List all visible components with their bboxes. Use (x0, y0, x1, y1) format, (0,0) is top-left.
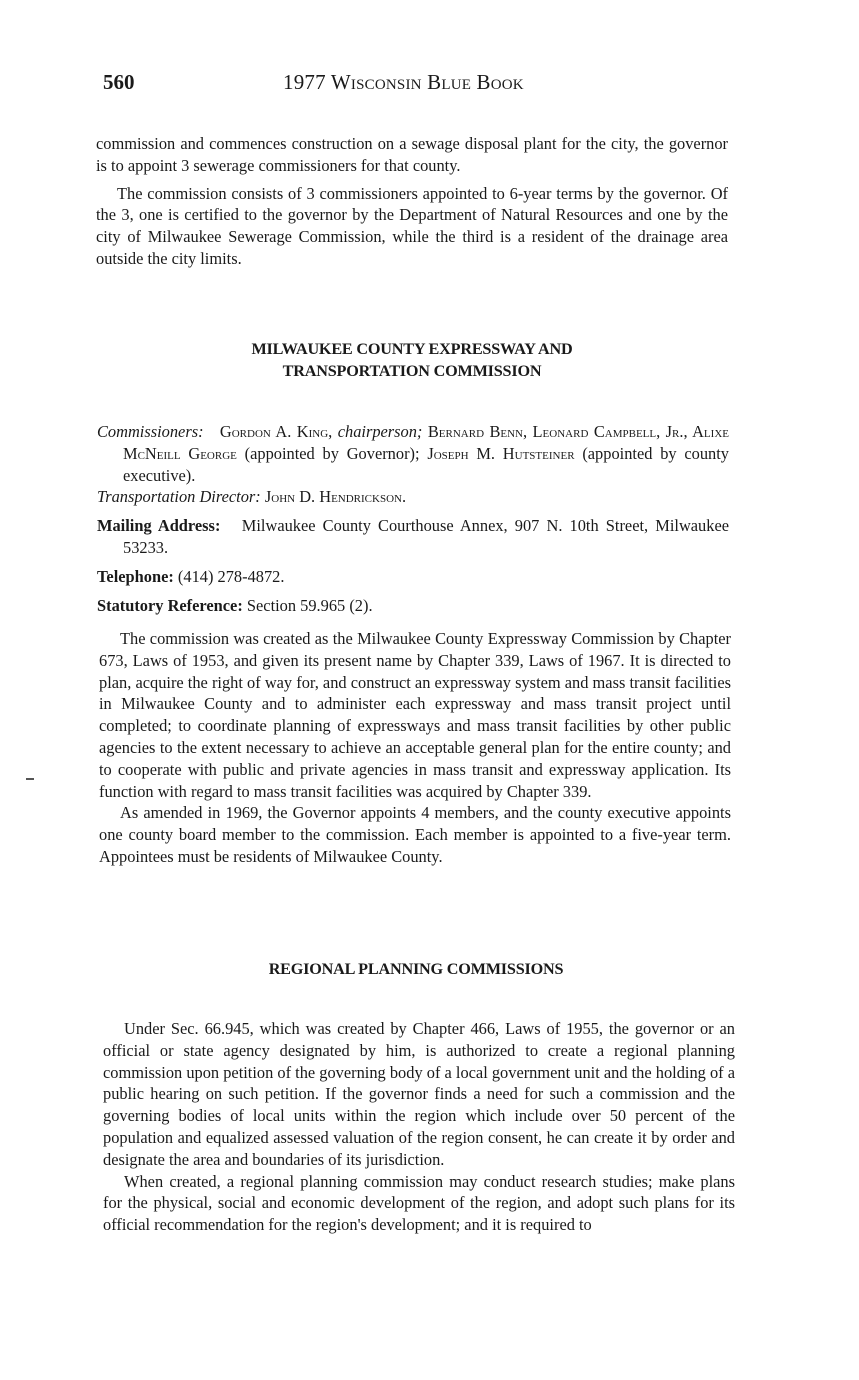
intro-paragraph-2: The commission consists of 3 commissioners appointed to 6-year terms by the governor. Of the 3, one is certified to the governor by the Department of Natural Resources and one by the city of Milwaukee Sewerage Commission, while the third is a resident of the drainage area outside the city limits. (96, 183, 728, 268)
director-label: Transportation Director: (97, 487, 261, 507)
mailing-address-value: Milwaukee County Courthouse Annex, 907 N. 10th Street, Milwaukee 53233. (123, 516, 729, 557)
intro-paragraph-1: commission and commences construction on a sewage disposal plant for the city, the governor is to appoint 3 sewerage commissioners for that county. (96, 134, 728, 175)
regional-paragraph-1: Under Sec. 66.945, which was created by Chapter 466, Laws of 1955, the governor or an official or state agency designated by him, is authorized to create a regional planning commission upon petition of the governing body of a local government unit and the holding of a public hearing on such petition. If the governor finds a need for such a commission and the governing bodies of local units within the region which include over 50 percent of the population and equalized assessed valuation of the region consent, he can create it by order and designate the area and boundaries of its jurisdiction. (103, 1019, 735, 1169)
section-heading-expressway (96, 338, 728, 382)
regional-paragraph-2: When created, a regional planning commission may conduct research studies; make plans for the physical, social and economic development of the region, and adopt such plans for its official recommendation for the region's development; and it is required to (103, 1171, 735, 1235)
commissioners-entry (97, 421, 729, 486)
statutory-reference-entry (97, 595, 729, 617)
running-title: 1977 Wisconsin Blue Book (283, 70, 524, 94)
commissioners-note-governor: (appointed by Governor); (244, 443, 420, 463)
statutory-reference-label: Statutory Reference: (97, 595, 243, 615)
director-name: John D. Hendrickson. (264, 487, 407, 507)
intro-text (96, 133, 728, 270)
commission-info (97, 421, 729, 616)
commissioner-chair-role: chairperson; (337, 422, 423, 441)
expressway-paragraph-2: As amended in 1969, the Governor appoints 4 members, and the county executive appoints one county board member to the commission. Each member is appointed to a five-year term. Appointees must be residents of Milwaukee County. (99, 803, 731, 866)
heading-line-2: TRANSPORTATION COMMISSION (282, 362, 542, 380)
margin-mark (26, 778, 34, 780)
page-number: 560 (103, 70, 135, 94)
section-heading-regional: REGIONAL PLANNING COMMISSIONS (268, 960, 564, 978)
expressway-paragraph-1: The commission was created as the Milwaukee County Expressway Commission by Chapter 673, Laws of 1953, and given its present name by Chapter 339, Laws of 1967. It is directed to plan, acquire the right of way for, and construct an expressway system and mass transit facilities in Milwaukee County and to administer each expressway and mass transit project until completed; to coordinate planning of expressways and mass transit facilities by other public agencies to the extent necessary to achieve an acceptable general plan for the entire county; and to cooperate with public and private agencies in mass transit and expressway application. Its function with regard to mass transit facilities was acquired by Chapter 339. (99, 629, 731, 801)
telephone-label: Telephone: (97, 566, 174, 586)
mailing-address-entry (97, 515, 729, 559)
regional-description (103, 1018, 735, 1236)
director-entry (97, 486, 729, 508)
commissioners-note-executive: (appointed by county executive). (123, 443, 729, 485)
commissioners-names: Bernard Benn, Leonard Campbell, Jr., Alixe McNeill George (123, 422, 729, 463)
heading-line-1: MILWAUKEE COUNTY EXPRESSWAY AND (251, 340, 573, 358)
commissioners-label: Commissioners: (97, 422, 204, 441)
expressway-description (99, 628, 731, 868)
page-header (103, 70, 735, 100)
telephone-entry (97, 566, 729, 588)
mailing-address-label: Mailing Address: (97, 516, 221, 536)
commissioner-last-name: Joseph M. Hutsteiner (427, 443, 575, 463)
telephone-value: (414) 278-4872. (177, 566, 285, 586)
commissioner-chair-name: Gordon A. King, (219, 422, 333, 441)
statutory-reference-value: Section 59.965 (2). (246, 595, 373, 615)
